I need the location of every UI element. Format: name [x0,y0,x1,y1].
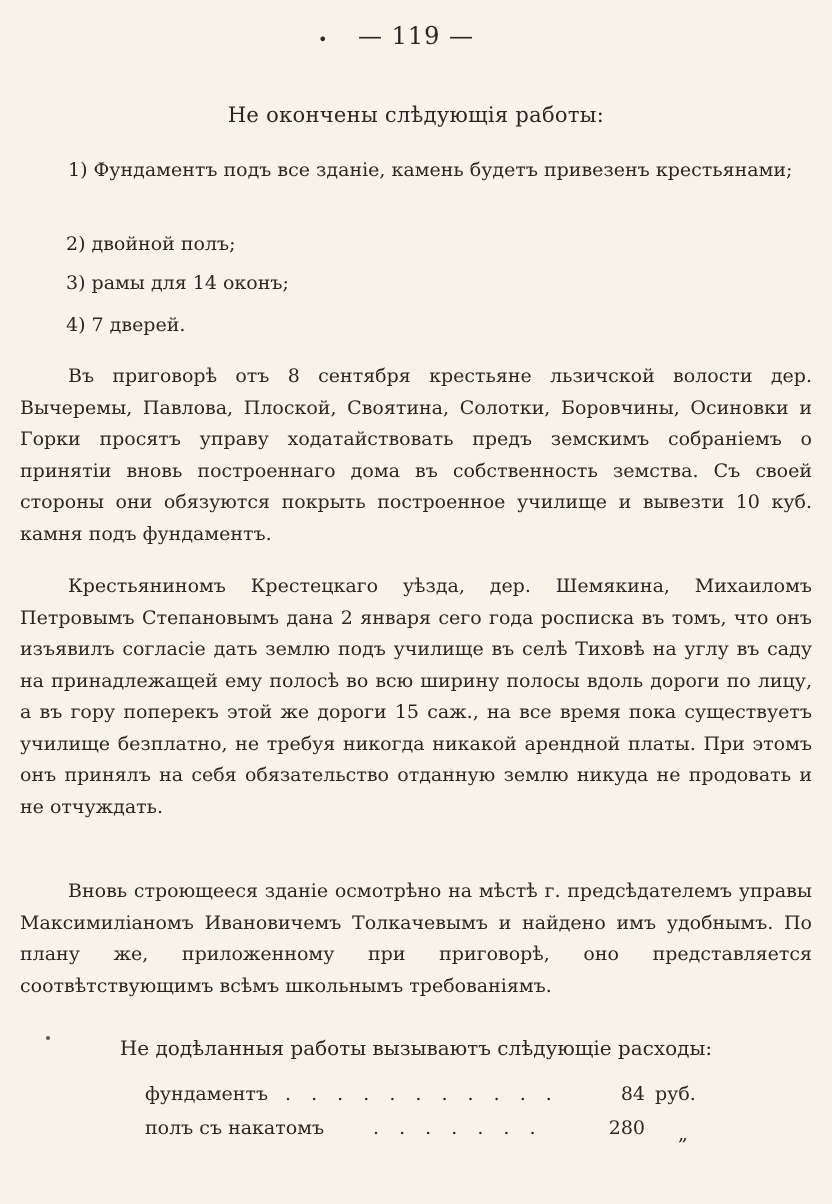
paragraph-village-petition: Въ приговорѣ отъ 8 сентября крестьяне льзичской волости дер. Вычеремы, Павлова, Плоской, Своятина, Солотки, Боровчины, Осиновки и Горки просятъ управу ходатайствовать предъ земскимъ собраніемъ о принятіи вновь построеннаго дома въ собственность земства. Съ своей стороны они обязуются покрыть построенное училище и вывезти 10 куб. камня подъ фундаментъ. [20,365,812,545]
work-item-2: 2) двойной полъ; [66,233,236,255]
expenses-title: Не додѣланныя работы вызываютъ слѣдующіе расходы: [119,1036,713,1060]
work-item-4: 4) 7 дверей. [66,314,186,336]
section-subtitle: Не окончены слѣдующія работы: [227,103,605,127]
expense-amount: 280 [608,1117,645,1139]
expense-ditto-mark: „ [678,1123,688,1145]
expense-amount: 84 [620,1083,645,1105]
expense-row [145,1079,705,1109]
expense-unit: руб. [655,1083,696,1105]
expense-leader-dots: . . . . . . . . . . . [285,1083,559,1105]
expense-label: полъ съ накатомъ [145,1117,325,1139]
work-item-1: 1) Фундаментъ подъ все зданіе, камень будетъ привезенъ крестьянами; [68,159,793,181]
expense-row [145,1113,705,1143]
page-number: — 119 — [357,22,475,50]
paragraph-inspection: Вновь строющееся зданіе осмотрѣно на мѣстѣ г. предсѣдателемъ управы Максимиліаномъ Ивановичемъ Толкачевымъ и найдено имъ удобнымъ. По плану же, приложенному при приговорѣ, оно представляется соотвѣтствующимъ всѣмъ школьнымъ требованіямъ. [20,880,812,997]
expense-label: фундаментъ [145,1083,269,1105]
work-item-3: 3) рамы для 14 оконъ; [66,272,289,294]
expense-leader-dots: . . . . . . . [373,1117,543,1139]
paragraph-land-receipt: Крестьяниномъ Крестецкаго уѣзда, дер. Шемякина, Михаиломъ Петровымъ Степановымъ дана 2 января сего года росписка въ томъ, что онъ изъявилъ согласіе дать землю подъ училище въ селѣ Тиховѣ на углу въ саду на принадлежащей ему полосѣ во всю ширину полосы вдоль дороги по лицу, а въ гору поперекъ этой же дороги 15 саж., на все время пока существуетъ училище безплатно, не требуя никогда никакой арендной платы. При этомъ онъ принялъ на себя обязательство отданную землю никуда не продовать и не отчуждать. [20,575,812,818]
page-header [0,22,832,50]
ink-dot: • [318,30,329,49]
